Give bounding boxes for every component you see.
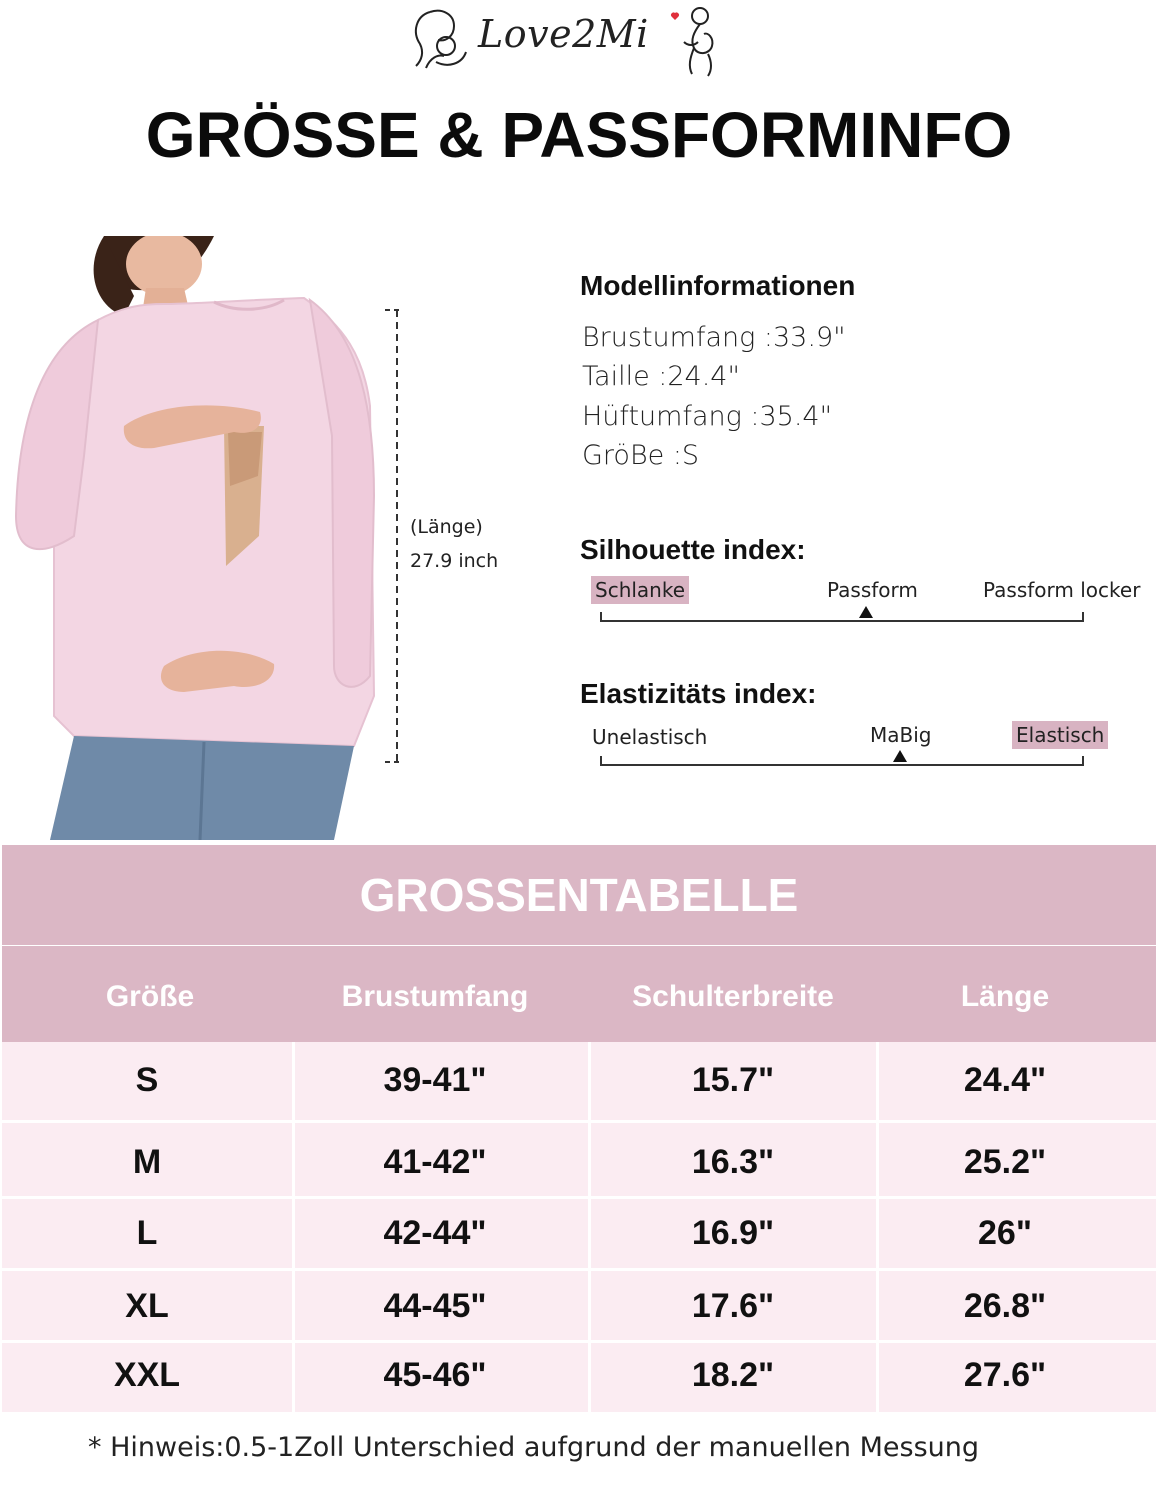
table-cell-bust: 45-46" bbox=[383, 1356, 487, 1394]
row-divider bbox=[2, 1340, 1156, 1343]
table-cell-size: S bbox=[135, 1061, 159, 1099]
elasticity-scale-start bbox=[600, 756, 602, 766]
pregnant-woman-logo-icon bbox=[684, 8, 712, 76]
elasticity-scale-end bbox=[1082, 756, 1084, 766]
model-hip: Hüftumfang :35.4" bbox=[582, 401, 833, 432]
page-title: GRÖSSE & PASSFORMINFO bbox=[145, 99, 1013, 171]
table-cell-length: 27.6" bbox=[963, 1356, 1047, 1394]
silhouette-scale-line bbox=[600, 620, 1084, 622]
silhouette-heading: Silhouette index: bbox=[580, 534, 806, 565]
brand-name: Love2Mi bbox=[478, 12, 649, 56]
model-bust: Brustumfang :33.9" bbox=[582, 322, 846, 353]
table-cell-length: 25.2" bbox=[963, 1143, 1047, 1181]
measurement-note: * Hinweis:0.5-1Zoll Unterschied aufgrund der manuellen Messung bbox=[88, 1432, 980, 1463]
table-cell-bust: 41-42" bbox=[383, 1143, 487, 1181]
size-table-header-size: Größe bbox=[105, 980, 195, 1013]
elasticity-scale-line bbox=[600, 764, 1084, 766]
length-label-value: 27.9 inch bbox=[410, 550, 499, 572]
elasticity-marker bbox=[893, 750, 907, 762]
silhouette-marker bbox=[859, 606, 873, 618]
length-label-name: (Länge) bbox=[410, 516, 483, 538]
table-cell-size: L bbox=[136, 1214, 158, 1252]
silhouette-option-loose: Passform locker bbox=[983, 578, 1141, 602]
table-cell-shoulder: 16.3" bbox=[691, 1143, 775, 1181]
size-table-header-bust: Brustumfang bbox=[341, 980, 529, 1013]
row-divider bbox=[2, 1120, 1156, 1123]
model-info-heading: Modellinformationen bbox=[580, 270, 856, 301]
table-cell-bust: 44-45" bbox=[383, 1287, 487, 1325]
mother-baby-logo-icon bbox=[416, 11, 466, 68]
table-cell-shoulder: 18.2" bbox=[691, 1356, 775, 1394]
table-cell-size: M bbox=[132, 1143, 162, 1181]
elasticity-heading: Elastizitäts index: bbox=[580, 678, 817, 709]
silhouette-option-slim: Schlanke bbox=[591, 576, 689, 604]
model-size: GröBe :S bbox=[582, 440, 700, 471]
size-table-header-shoulder: Schulterbreite bbox=[632, 980, 834, 1013]
length-dimension-line bbox=[383, 308, 413, 764]
silhouette-option-fit: Passform bbox=[827, 578, 918, 602]
table-cell-size: XXL bbox=[113, 1356, 181, 1394]
size-table-header-length: Länge bbox=[960, 980, 1050, 1013]
table-cell-shoulder: 15.7" bbox=[691, 1061, 775, 1099]
table-cell-shoulder: 16.9" bbox=[691, 1214, 775, 1252]
elasticity-option-elastic: Elastisch bbox=[1012, 721, 1108, 749]
model-waist: Taille :24.4" bbox=[582, 361, 740, 392]
heart-icon bbox=[671, 12, 679, 20]
table-cell-bust: 39-41" bbox=[383, 1061, 487, 1099]
row-divider bbox=[2, 1268, 1156, 1271]
model-photo bbox=[14, 236, 380, 840]
table-cell-size: XL bbox=[125, 1287, 169, 1325]
size-table-title: GROSSENTABELLE bbox=[359, 869, 799, 921]
silhouette-scale-start bbox=[600, 612, 602, 622]
length-label bbox=[410, 510, 498, 578]
table-cell-shoulder: 17.6" bbox=[691, 1287, 775, 1325]
row-divider bbox=[2, 1196, 1156, 1199]
table-cell-length: 26" bbox=[978, 1214, 1032, 1252]
table-cell-bust: 42-44" bbox=[383, 1214, 487, 1252]
table-cell-length: 24.4" bbox=[963, 1061, 1047, 1099]
table-cell-length: 26.8" bbox=[963, 1287, 1047, 1325]
elasticity-option-medium: MaBig bbox=[870, 723, 932, 747]
silhouette-scale-end bbox=[1082, 612, 1084, 622]
elasticity-option-none: Unelastisch bbox=[592, 725, 708, 749]
